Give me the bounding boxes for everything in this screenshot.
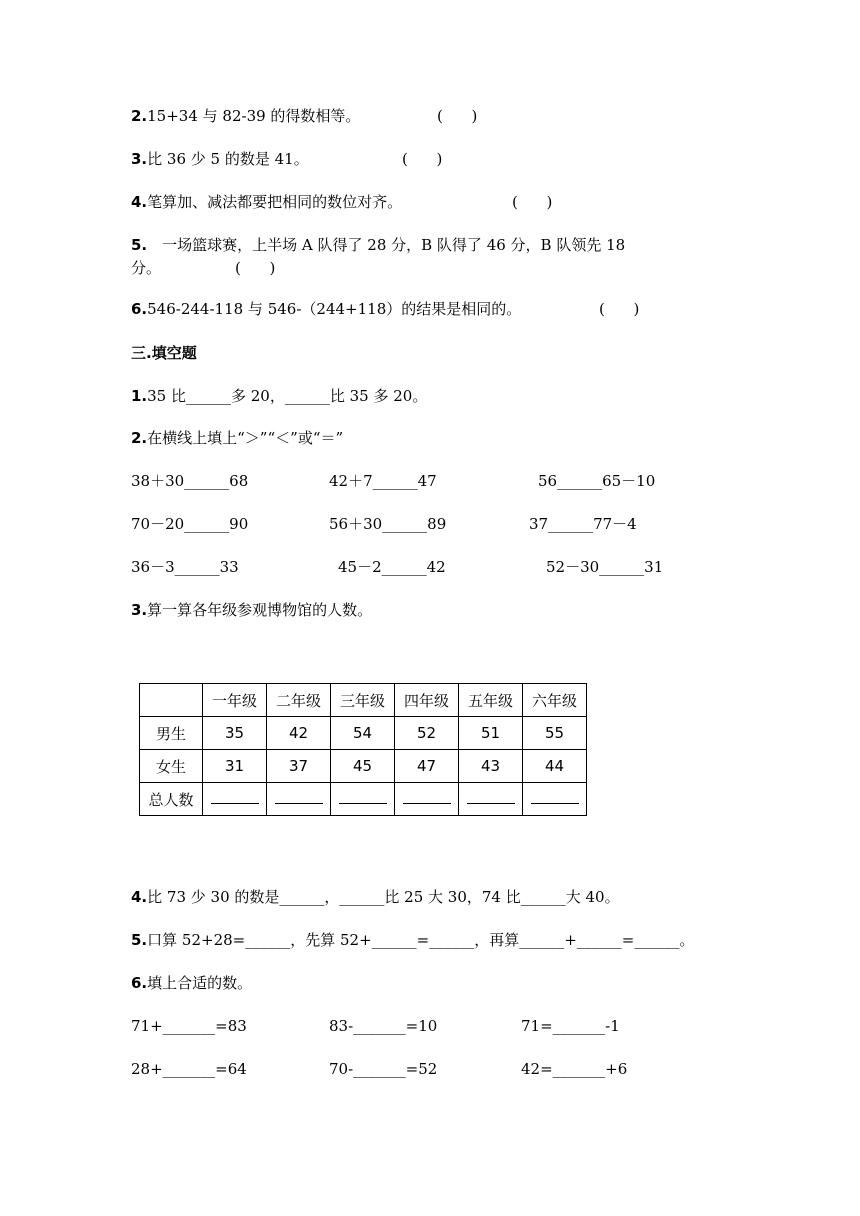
table-row: [140, 717, 587, 750]
compare-expr[interactable]: 56______65－10: [538, 472, 656, 490]
blank-line: [211, 791, 259, 804]
table-cell: 54: [331, 717, 395, 750]
item-number: 2.: [131, 429, 148, 447]
item-text-cont: 分。: [131, 259, 162, 277]
item-text: 一场篮球赛，上半场 A 队得了 28 分，B 队得了 46 分，B 队领先 18: [147, 236, 626, 254]
fill-expr[interactable]: 71=_______-1: [521, 1017, 620, 1035]
item-number: 2.: [131, 107, 148, 125]
answer-blank[interactable]: [523, 783, 587, 816]
visitor-table: [139, 683, 587, 816]
column-header: 五年级: [459, 684, 523, 717]
table-cell: 43: [459, 750, 523, 783]
fill-question-1: [131, 386, 427, 406]
compare-expr[interactable]: 45－2______42: [338, 558, 446, 576]
table-cell: 31: [203, 750, 267, 783]
item-text: 比 36 少 5 的数是 41。: [147, 150, 309, 168]
answer-blank[interactable]: [267, 783, 331, 816]
blank-line: [275, 791, 323, 804]
table-cell: 52: [395, 717, 459, 750]
row-label: 总人数: [140, 783, 203, 816]
column-header: 三年级: [331, 684, 395, 717]
compare-expr[interactable]: 42＋7______47: [329, 472, 437, 490]
judge-item-3: [131, 149, 309, 169]
item-text: 笔算加、减法都要把相同的数位对齐。: [147, 193, 403, 211]
table-cell: 45: [331, 750, 395, 783]
table-row: [140, 750, 587, 783]
row-label: 女生: [140, 750, 203, 783]
judge-item-2: [131, 106, 360, 126]
fill-expr[interactable]: 70-_______=52: [329, 1060, 438, 1078]
item-number: 3.: [131, 150, 148, 168]
compare-expr[interactable]: 52－30______31: [546, 558, 664, 576]
item-number: 6.: [131, 300, 148, 318]
blank-line: [403, 791, 451, 804]
table-cell: 44: [523, 750, 587, 783]
blank-line: [467, 791, 515, 804]
section-title: 三.填空题: [131, 344, 197, 362]
item-text: 35 比______多 20，______比 35 多 20。: [147, 387, 428, 405]
judge-item-4: [131, 192, 402, 212]
judge-item-5-line2: [131, 258, 161, 278]
fill-question-2: [131, 428, 343, 448]
fill-question-3: [131, 600, 372, 620]
blank-line: [531, 791, 579, 804]
table-row: [140, 783, 587, 816]
table-cell: 37: [267, 750, 331, 783]
item-text: 在横线上填上“＞”“＜”或“＝”: [147, 429, 344, 447]
compare-expr[interactable]: 56＋30______89: [329, 515, 447, 533]
item-number: 4.: [131, 193, 148, 211]
compare-expr[interactable]: 70－20______90: [131, 515, 249, 533]
fill-question-5: [131, 930, 694, 950]
compare-expr[interactable]: 37______77－4: [529, 515, 637, 533]
column-header: 一年级: [203, 684, 267, 717]
answer-blank[interactable]: [459, 783, 523, 816]
item-number: 1.: [131, 387, 148, 405]
column-header: 二年级: [267, 684, 331, 717]
item-text: 546-244-118 与 546-（244+118）的结果是相同的。: [147, 300, 522, 318]
item-text: 算一算各年级参观博物馆的人数。: [147, 601, 373, 619]
table-cell: 47: [395, 750, 459, 783]
fill-expr[interactable]: 42=_______+6: [521, 1060, 628, 1078]
answer-blank[interactable]: [203, 783, 267, 816]
item-number: 6.: [131, 974, 148, 992]
table-cell: 42: [267, 717, 331, 750]
fill-expr[interactable]: 83-_______=10: [329, 1017, 438, 1035]
fill-expr[interactable]: 71+_______=83: [131, 1017, 247, 1035]
column-header: 四年级: [395, 684, 459, 717]
compare-expr[interactable]: 36－3______33: [131, 558, 239, 576]
answer-paren[interactable]: ( ): [402, 150, 443, 168]
answer-paren[interactable]: ( ): [437, 107, 478, 125]
item-number: 3.: [131, 601, 148, 619]
compare-expr[interactable]: 38＋30______68: [131, 472, 249, 490]
table-cell: 55: [523, 717, 587, 750]
judge-item-5: [131, 235, 625, 255]
answer-paren[interactable]: ( ): [512, 193, 553, 211]
answer-blank[interactable]: [395, 783, 459, 816]
item-text: 填上合适的数。: [147, 974, 253, 992]
answer-paren[interactable]: ( ): [235, 259, 276, 277]
item-text: 口算 52+28=______，先算 52+______=______，再算______+______=______。: [147, 931, 695, 949]
fill-question-6: [131, 973, 252, 993]
table-cell: 51: [459, 717, 523, 750]
table-corner: [140, 684, 203, 717]
item-number: 5.: [131, 931, 148, 949]
item-text: 比 73 少 30 的数是______，______比 25 大 30，74 比______大 40。: [147, 888, 620, 906]
table-header-row: [140, 684, 587, 717]
answer-blank[interactable]: [331, 783, 395, 816]
answer-paren[interactable]: ( ): [599, 300, 640, 318]
judge-item-6: [131, 299, 521, 319]
item-number: 4.: [131, 888, 148, 906]
item-number: 5.: [131, 236, 148, 254]
column-header: 六年级: [523, 684, 587, 717]
item-text: 15+34 与 82-39 的得数相等。: [147, 107, 361, 125]
row-label: 男生: [140, 717, 203, 750]
fill-question-4: [131, 887, 620, 907]
table-cell: 35: [203, 717, 267, 750]
blank-line: [339, 791, 387, 804]
fill-expr[interactable]: 28+_______=64: [131, 1060, 247, 1078]
